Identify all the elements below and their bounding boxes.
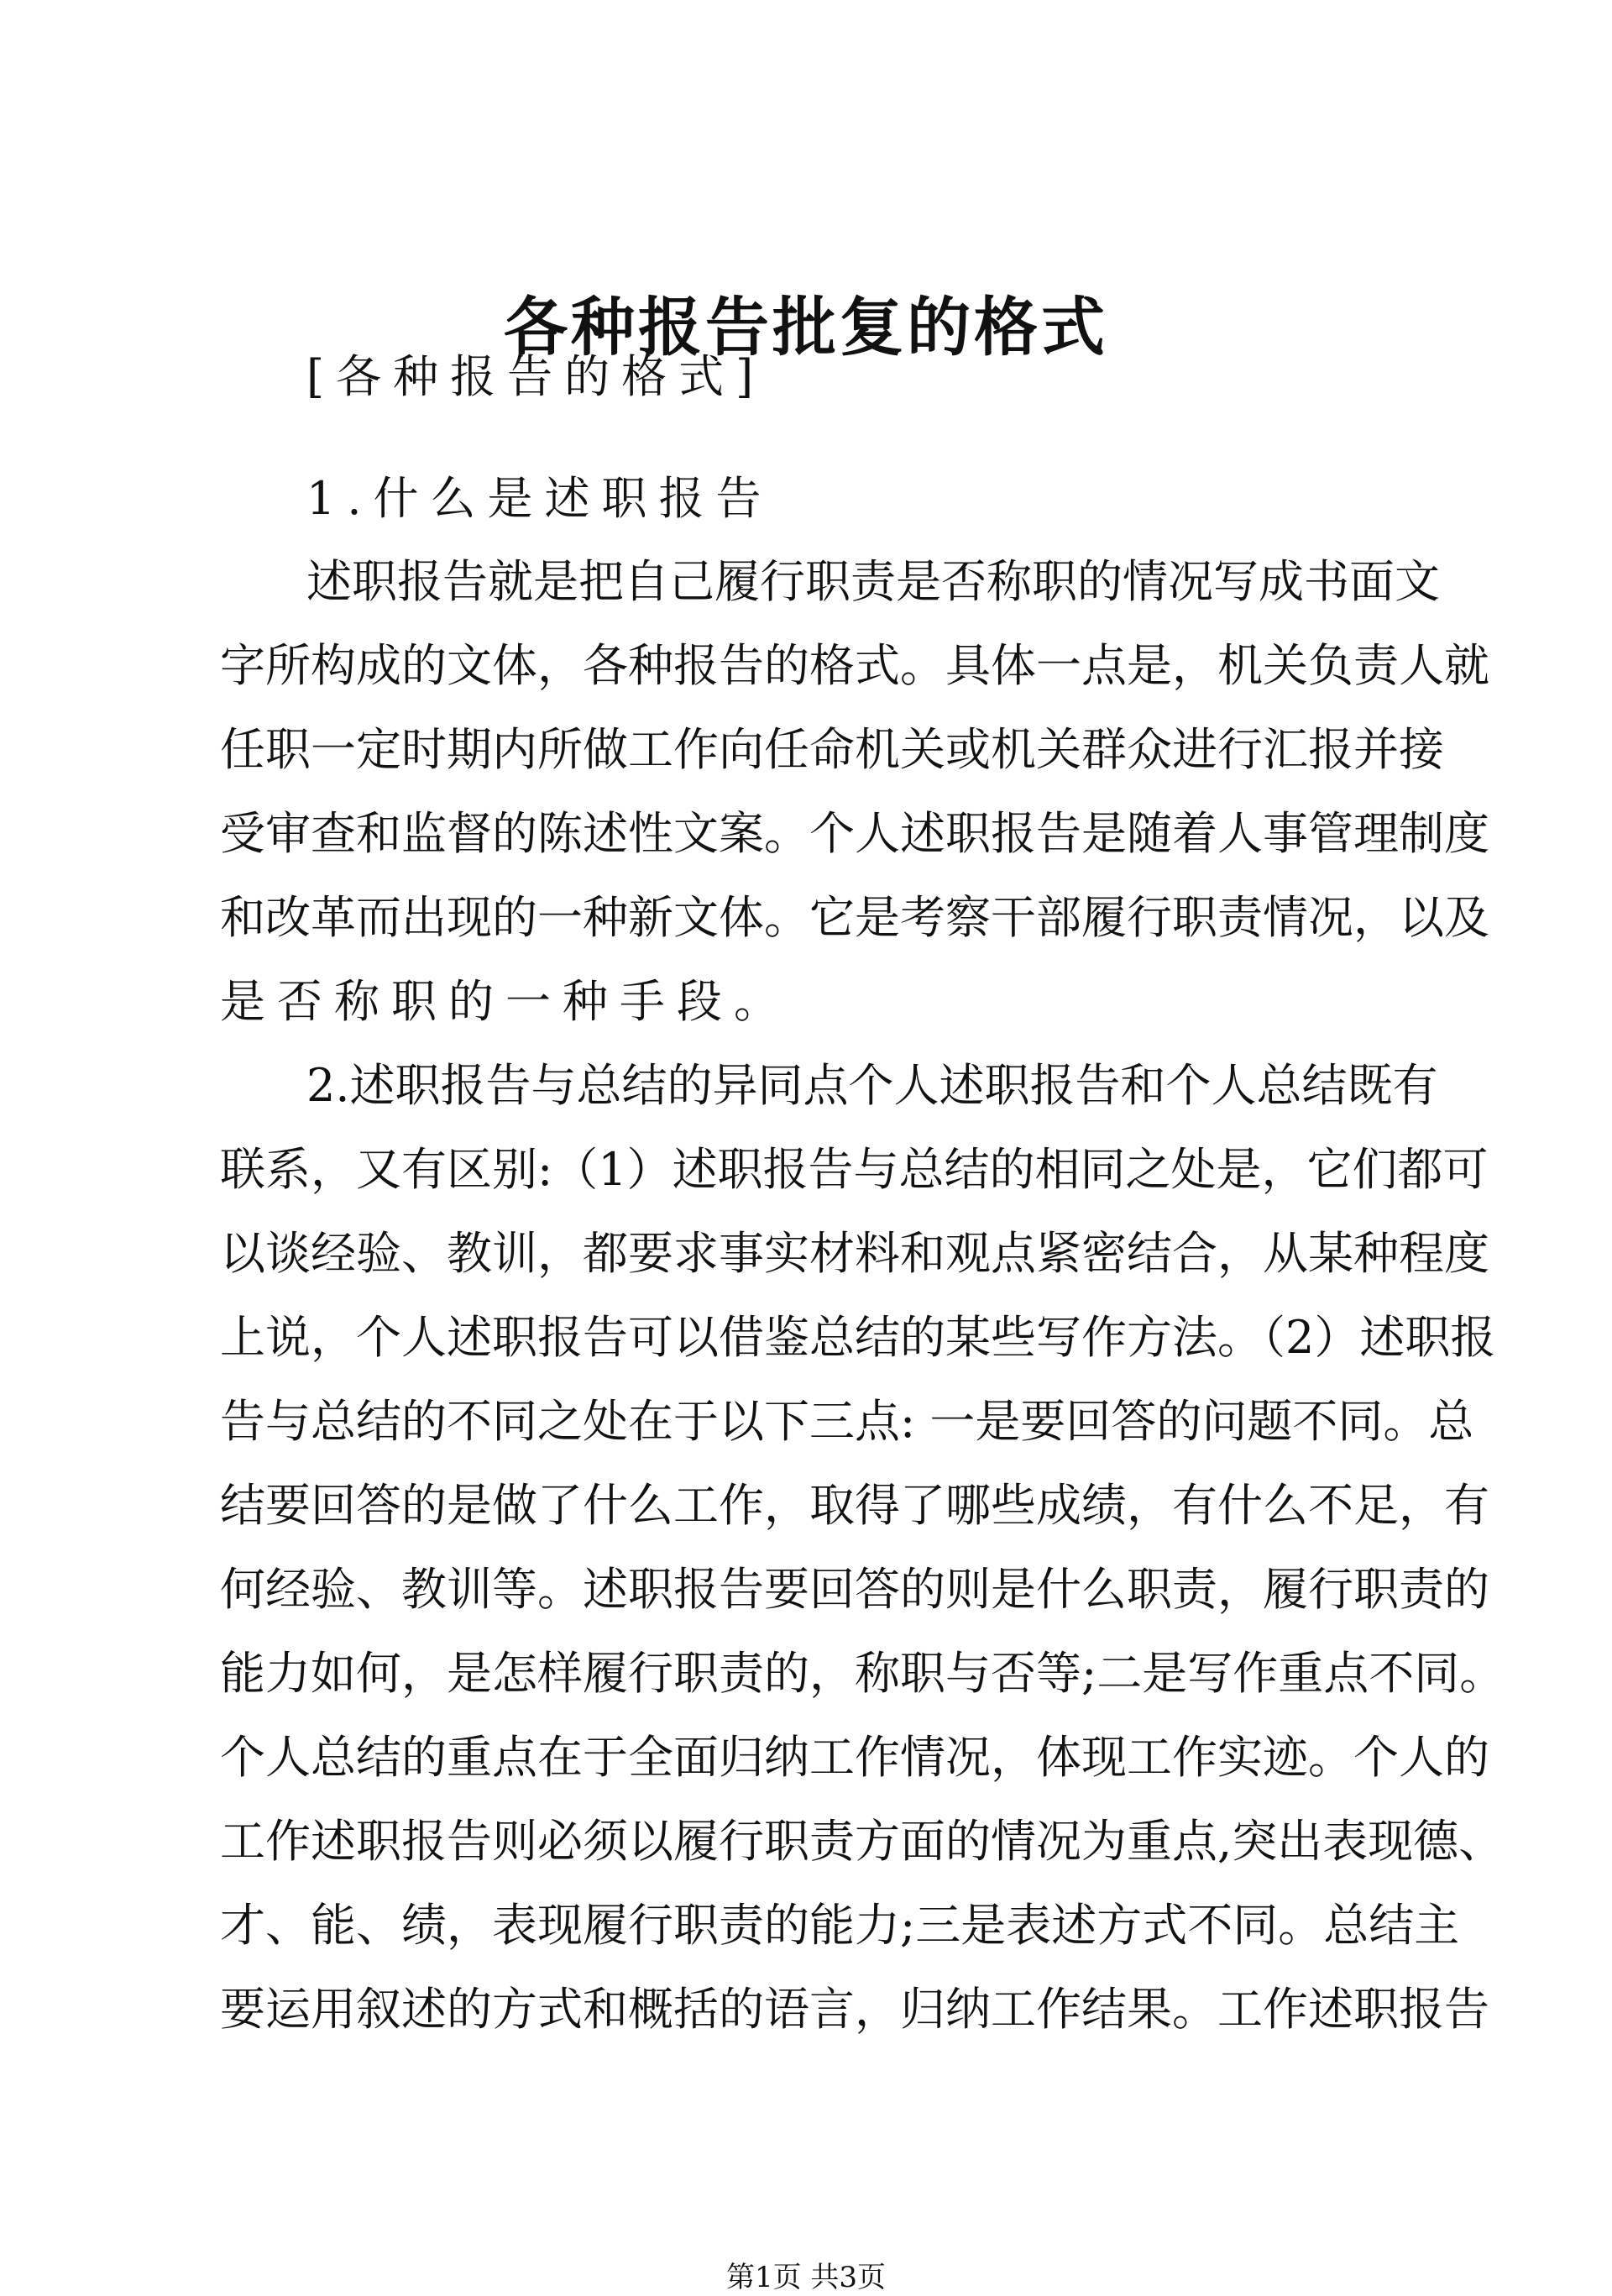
- body-line: 上说，个人述职报告可以借鉴总结的某些写作方法。（2）述职报: [220, 1311, 1496, 1364]
- body-line: 任职一定时期内所做工作向任命机关或机关群众进行汇报并接: [220, 723, 1444, 776]
- body-line: 受审查和监督的陈述性文案。个人述职报告是随着人事管理制度: [220, 807, 1489, 860]
- section-subtitle: [各种报告的格式]: [306, 350, 766, 403]
- page-footer: 第1页 共3页: [725, 2261, 887, 2294]
- body-line: 何经验、教训等。述职报告要回答的则是什么职责，履行职责的: [220, 1563, 1489, 1616]
- body-line: 联系，又有区别:（1）述职报告与总结的相同之处是，它们都可: [220, 1143, 1489, 1196]
- body-line: 才、能、绩，表现履行职责的能力;三是表述方式不同。总结主: [220, 1899, 1460, 1952]
- body-line: 告与总结的不同之处在于以下三点: 一是要回答的问题不同。总: [220, 1395, 1474, 1448]
- body-line: 2.述职报告与总结的异同点个人述职报告和个人总结既有: [306, 1059, 1438, 1112]
- body-line: 个人总结的重点在于全面归纳工作情况，体现工作实迹。个人的: [220, 1731, 1489, 1784]
- body-line: 工作述职报告则必须以履行职责方面的情况为重点,突出表现德、: [220, 1815, 1505, 1868]
- body-line: 是否称职的一种手段。: [220, 975, 791, 1028]
- body-line: 要运用叙述的方式和概括的语言，归纳工作结果。工作述职报告: [220, 1983, 1489, 2036]
- body-line: 述职报告就是把自己履行职责是否称职的情况写成书面文: [306, 555, 1440, 608]
- body-line: 以谈经验、教训，都要求事实材料和观点紧密结合，从某种程度: [220, 1227, 1489, 1280]
- section-heading: 1.什么是述职报告: [306, 472, 773, 525]
- body-line: 结要回答的是做了什么工作，取得了哪些成绩，有什么不足，有: [220, 1479, 1489, 1532]
- body-line: 和改革而出现的一种新文体。它是考察干部履行职责情况，以及: [220, 891, 1489, 944]
- body-line: 能力如何，是怎样履行职责的，称职与否等;二是写作重点不同。: [220, 1647, 1505, 1700]
- document-title: 各种报告批复的格式: [504, 290, 1108, 364]
- body-line: 字所构成的文体，各种报告的格式。具体一点是，机关负责人就: [220, 639, 1489, 692]
